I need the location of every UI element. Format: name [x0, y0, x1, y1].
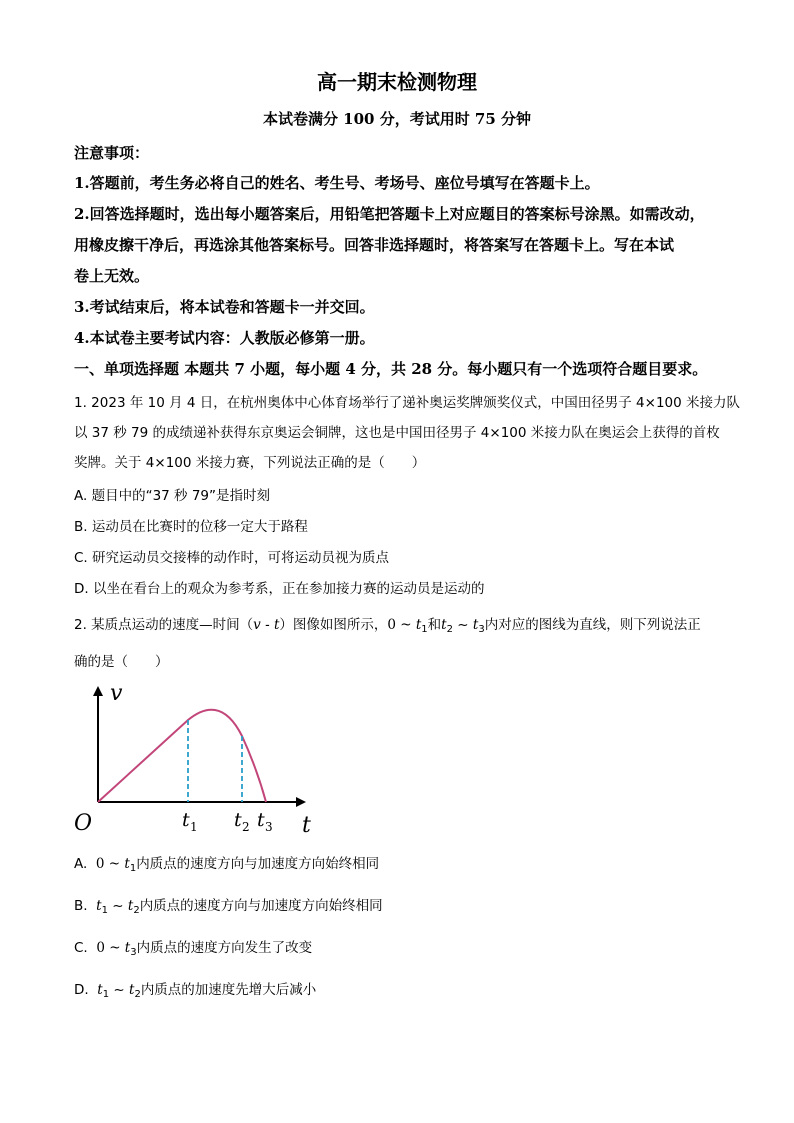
t1-label: t: [182, 809, 190, 831]
option-sub: 2: [133, 905, 140, 916]
question-1-option-a: A. 题目中的“37 秒 79”是指时刻: [74, 488, 271, 504]
option-text: 内质点的加速度先增大后减小: [140, 982, 317, 998]
option-mid: ~: [109, 982, 129, 998]
question-1-line: 1. 2023 年 10 月 4 日，在杭州奥体中心体育场举行了递补奥运奖牌颁奖仪式，中国田径男子 4×100 米接力队: [74, 395, 741, 411]
q2-var: t: [415, 617, 422, 633]
notes-heading: 注意事项：: [74, 144, 150, 162]
option-mid: ~: [107, 898, 128, 914]
note-line: 卷上无效。: [74, 267, 150, 285]
q2-range: 0 ~: [387, 617, 416, 633]
question-1-option-b: B. 运动员在比赛时的位移一定大于路程: [74, 519, 308, 535]
question-1-option-c: C. 研究运动员交接棒的动作时，可将运动员视为质点: [74, 550, 390, 566]
question-1-option-d: D. 以坐在看台上的观众为参考系，正在参加接力赛的运动员是运动的: [74, 581, 485, 597]
page-title: 高一期末检测物理: [317, 70, 477, 94]
option-var: t: [129, 982, 135, 998]
option-pre: 0 ~: [96, 940, 125, 956]
q2-sub: 3: [478, 624, 485, 635]
t3-subscript: 3: [265, 820, 273, 834]
option-sub: 1: [101, 905, 108, 916]
option-var: t: [124, 856, 130, 872]
option-var: t: [127, 898, 134, 914]
option-letter: C.: [74, 940, 88, 956]
q2-var: t: [441, 617, 447, 633]
t2-subscript: 2: [242, 820, 250, 834]
question-2-option-a: [74, 852, 379, 874]
q2-sub: 1: [421, 624, 428, 635]
q2-sub: 2: [446, 624, 453, 635]
t1-subscript: 1: [190, 820, 198, 834]
option-pre: 0 ~: [95, 856, 125, 872]
option-var: t: [97, 982, 103, 998]
question-2-option-b: [74, 894, 383, 916]
note-line: 3.考试结束后，将本试卷和答题卡一并交回。: [74, 298, 375, 316]
q2-text: ）图像如图所示，: [279, 617, 388, 633]
origin-label: O: [74, 811, 93, 836]
note-line: 4.本试卷主要考试内容：人教版必修第一册。: [74, 329, 375, 347]
note-line: 1.答题前，考生务必将自己的姓名、考生号、考场号、座位号填写在答题卡上。: [74, 174, 600, 192]
question-2-line: [74, 613, 701, 635]
velocity-time-graph: [70, 680, 320, 840]
note-line: 2.回答选择题时，选出每小题答案后，用铅笔把答题卡上对应题目的答案标号涂黑。如需改动，: [74, 205, 705, 223]
option-sub: 1: [129, 863, 137, 874]
q2-sep: ~: [452, 617, 473, 633]
question-2-option-d: [74, 978, 316, 1000]
option-sub: 2: [134, 989, 141, 1000]
option-letter: B.: [74, 898, 88, 914]
q2-text: 和: [427, 617, 442, 633]
option-sub: 1: [102, 989, 110, 1000]
option-sub: 3: [130, 947, 137, 958]
t3-label: t: [257, 809, 265, 831]
option-letter: D.: [74, 982, 89, 998]
option-text: 内质点的速度方向与加速度方向始终相同: [139, 898, 383, 914]
question-2-option-c: [74, 936, 312, 958]
question-1-line: 奖牌。关于 4×100 米接力赛，下列说法正确的是（ ）: [74, 455, 426, 471]
x-axis-label: t: [302, 813, 311, 838]
option-var: t: [96, 898, 102, 914]
option-var: t: [124, 940, 131, 956]
option-text: 内质点的速度方向与加速度方向始终相同: [136, 856, 380, 872]
section-heading: 一、单项选择题 本题共 7 小题，每小题 4 分，共 28 分。每小题只有一个选项符合题目要求。: [74, 360, 708, 378]
q2-text: 2. 某质点运动的速度—时间（: [74, 617, 254, 633]
note-line: 用橡皮擦干净后，再选涂其他答案标号。回答非选择题时，将答案写在答题卡上。写在本试: [74, 236, 675, 254]
y-axis-label: v: [110, 681, 123, 706]
option-text: 内质点的速度方向发生了改变: [136, 940, 313, 956]
question-1-line: 以 37 秒 79 的成绩递补获得东京奥运会铜牌，这也是中国田径男子 4×100 米接力队在奥运会上获得的首枚: [74, 425, 720, 441]
q2-vt: v - t: [253, 617, 280, 633]
q2-text: 内对应的图线为直线，则下列说法正: [484, 617, 701, 633]
t2-label: t: [234, 809, 242, 831]
option-letter: A.: [74, 856, 88, 872]
page-subtitle: 本试卷满分 100 分，考试用时 75 分钟: [262, 110, 532, 128]
question-2-line: 确的是（ ）: [74, 654, 169, 670]
velocity-curve: [98, 710, 266, 802]
q2-var: t: [472, 617, 479, 633]
